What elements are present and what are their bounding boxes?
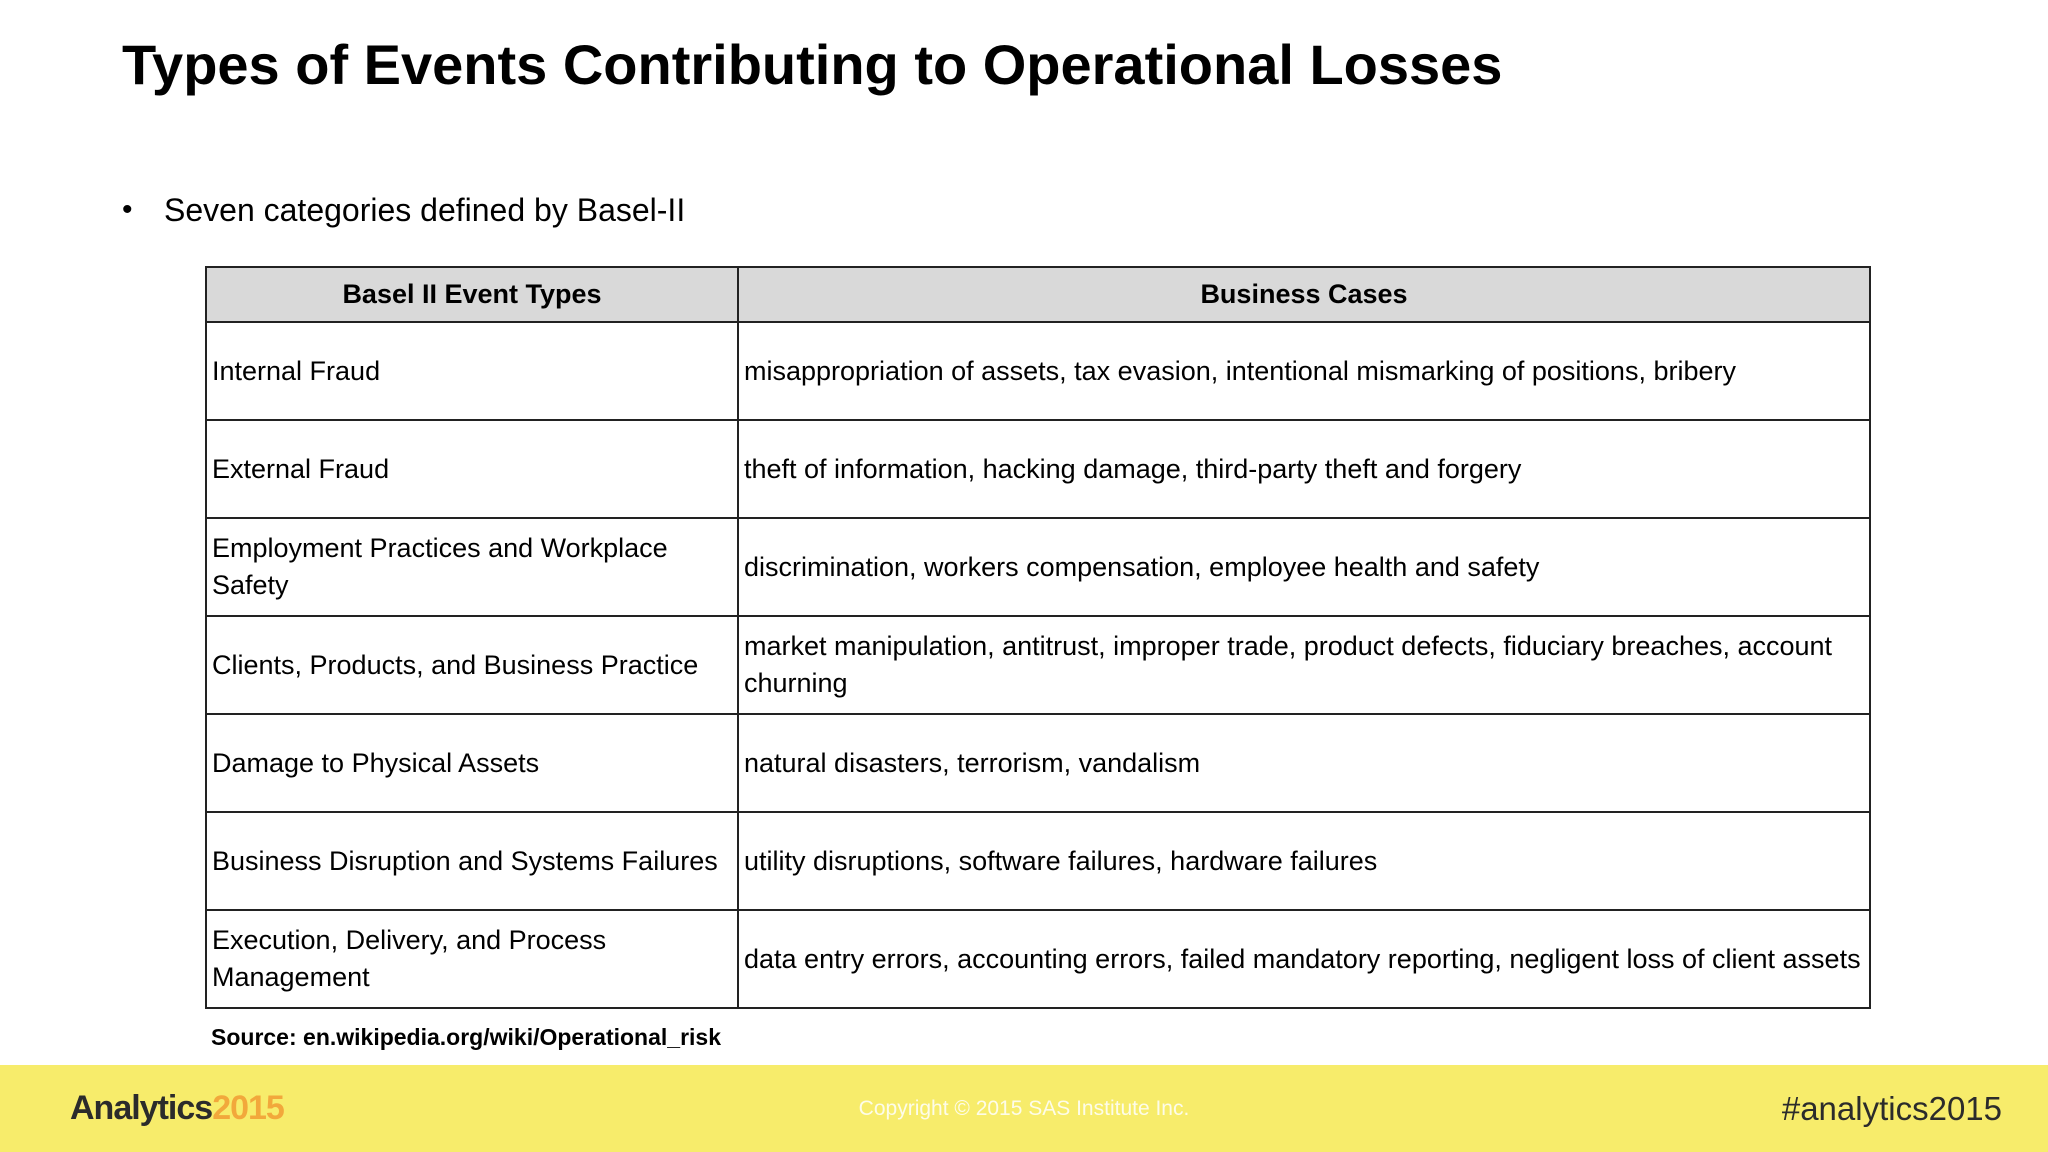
event-type-cell: Clients, Products, and Business Practice: [206, 616, 738, 714]
table-row: [206, 910, 1870, 1008]
logo-year: 2015: [212, 1089, 284, 1127]
business-case-cell: discrimination, workers compensation, employee health and safety: [738, 518, 1870, 616]
table-row: [206, 616, 1870, 714]
table-row: [206, 322, 1870, 420]
business-case-cell: misappropriation of assets, tax evasion, intentional mismarking of positions, bribery: [738, 322, 1870, 420]
footer-bar: [0, 1065, 2048, 1152]
bullet-dot-icon: •: [122, 193, 133, 226]
copyright-text: Copyright © 2015 SAS Institute Inc.: [858, 1097, 1190, 1120]
hashtag-text: #analytics2015: [1781, 1090, 2002, 1127]
business-case-cell: data entry errors, accounting errors, failed mandatory reporting, negligent loss of client assets: [738, 910, 1870, 1008]
table-row: [206, 518, 1870, 616]
slide-title: Types of Events Contributing to Operational Losses: [122, 33, 1503, 96]
business-case-cell: utility disruptions, software failures, hardware failures: [738, 812, 1870, 910]
header-business-cases: Business Cases: [738, 267, 1870, 322]
table-header-row: [206, 267, 1870, 322]
business-case-cell: theft of information, hacking damage, third-party theft and forgery: [738, 420, 1870, 518]
event-type-cell: Execution, Delivery, and Process Management: [206, 910, 738, 1008]
source-citation: Source: en.wikipedia.org/wiki/Operational_risk: [211, 1024, 721, 1050]
event-type-cell: Employment Practices and Workplace Safety: [206, 518, 738, 616]
header-event-types: Basel II Event Types: [206, 267, 738, 322]
event-type-cell: Damage to Physical Assets: [206, 714, 738, 812]
table-row: [206, 420, 1870, 518]
event-type-cell: External Fraud: [206, 420, 738, 518]
logo-word: Analytics: [70, 1089, 213, 1127]
table-row: [206, 812, 1870, 910]
event-types-table: [205, 266, 1871, 1009]
event-type-cell: Internal Fraud: [206, 322, 738, 420]
business-case-cell: market manipulation, antitrust, improper trade, product defects, fiduciary breaches, account churning: [738, 616, 1870, 714]
event-type-cell: Business Disruption and Systems Failures: [206, 812, 738, 910]
business-case-cell: natural disasters, terrorism, vandalism: [738, 714, 1870, 812]
table-row: [206, 714, 1870, 812]
bullet-text: Seven categories defined by Basel-II: [164, 191, 686, 228]
bullet-item: [122, 188, 685, 232]
